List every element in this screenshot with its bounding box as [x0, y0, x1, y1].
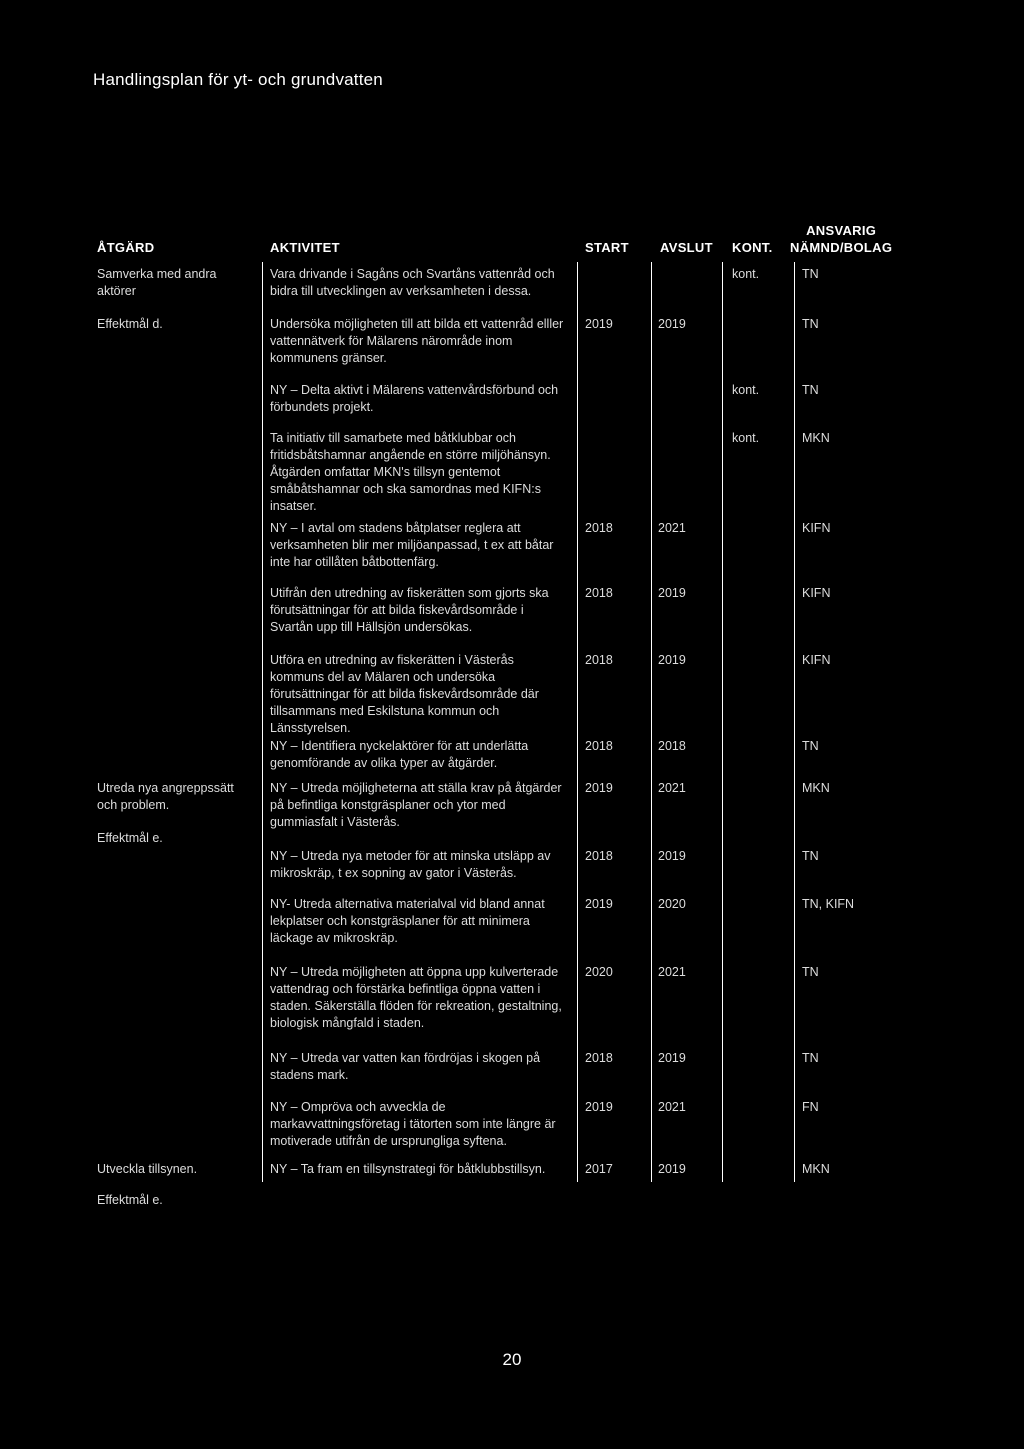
aktivitet-9: NY – Utreda möjligheterna att ställa krav på åtgärder på befintliga konstgräsplaner och ytor med gummiasfalt i Västerås.	[270, 781, 562, 829]
aktivitet-13: NY – Utreda var vatten kan fördröjas i skogen på stadens mark.	[270, 1051, 541, 1082]
start-11: 2019	[585, 897, 613, 911]
ansvar-11: TN, KIFN	[802, 897, 855, 911]
avslut-15: 2019	[658, 1162, 686, 1176]
aktivitet-5: NY – I avtal om stadens båtplatser reglera att verksamheten blir mer miljöanpassad, t ex att båtar inte har otillåten båtbottenfärg.	[270, 521, 554, 569]
aktivitet-7: Utföra en utredning av fiskerätten i Västerås kommuns del av Mälaren och undersöka förutsättningar för att bilda fiskevårdsområde där tillsammans med Eskilstuna kommun och Länsstyrelsen.	[270, 653, 539, 735]
start-2: 2019	[585, 317, 613, 331]
ansvar-9: MKN	[802, 781, 830, 795]
column-divider-3	[651, 262, 652, 1182]
aktivitet-14: NY – Ompröva och avveckla de markavvattningsföretag i tätorten som inte längre är motiverade utifrån de ursprungliga syftena.	[270, 1100, 556, 1148]
kont-4: kont.	[732, 431, 760, 445]
ansvar-6: KIFN	[802, 586, 831, 600]
kont-1: kont.	[732, 267, 760, 281]
header-atgard: ÅTGÄRD	[97, 240, 155, 255]
column-divider-2	[577, 262, 578, 1182]
header-avslut: AVSLUT	[660, 240, 713, 255]
start-15: 2017	[585, 1162, 613, 1176]
aktivitet-8: NY – Identifiera nyckelaktörer för att underlätta genomförande av olika typer av åtgärder.	[270, 739, 529, 770]
ansvar-5: KIFN	[802, 521, 831, 535]
ansvar-1: TN	[802, 267, 819, 281]
header-aktivitet: AKTIVITET	[270, 240, 340, 255]
header-ansvar	[790, 222, 892, 256]
ansvar-15: MKN	[802, 1162, 830, 1176]
atgard-3: Utveckla tillsynen.	[97, 1162, 198, 1176]
atgard-2: Utreda nya angreppssätt och problem.	[97, 781, 234, 812]
kont-3: kont.	[732, 383, 760, 397]
ansvar-4: MKN	[802, 431, 830, 445]
atgard-1-effektmal: Effektmål d.	[97, 317, 163, 331]
atgard-3-effektmal: Effektmål e.	[97, 1193, 163, 1207]
ansvar-3: TN	[802, 383, 819, 397]
start-6: 2018	[585, 586, 613, 600]
avslut-14: 2021	[658, 1100, 686, 1114]
header-ansvar-line1: ANSVARIG	[806, 223, 877, 238]
start-14: 2019	[585, 1100, 613, 1114]
header-kont: KONT.	[732, 240, 773, 255]
ansvar-14: FN	[802, 1100, 819, 1114]
ansvar-12: TN	[802, 965, 819, 979]
avslut-7: 2019	[658, 653, 686, 667]
aktivitet-2: Undersöka möjligheten till att bilda ett vattenråd elller vattennätverk för Mälarens närområde inom kommunens gränser.	[270, 317, 564, 365]
avslut-10: 2019	[658, 849, 686, 863]
avslut-11: 2020	[658, 897, 686, 911]
avslut-6: 2019	[658, 586, 686, 600]
ansvar-10: TN	[802, 849, 819, 863]
start-5: 2018	[585, 521, 613, 535]
avslut-8: 2018	[658, 739, 686, 753]
atgard-2-effektmal: Effektmål e.	[97, 831, 163, 845]
header-start: START	[585, 240, 629, 255]
start-13: 2018	[585, 1051, 613, 1065]
page-number: 20	[502, 1350, 522, 1369]
aktivitet-11: NY- Utreda alternativa materialval vid bland annat lekplatser och konstgräsplaner för att minimera läckage av mikroskräp.	[270, 897, 545, 945]
header-ansvar-line2: NÄMND/BOLAG	[790, 240, 893, 255]
start-12: 2020	[585, 965, 613, 979]
start-7: 2018	[585, 653, 613, 667]
avslut-13: 2019	[658, 1051, 686, 1065]
aktivitet-10: NY – Utreda nya metoder för att minska utsläpp av mikroskräp, t ex sopning av gator i Västerås.	[270, 849, 551, 880]
column-divider-1	[262, 262, 263, 1182]
column-divider-5	[794, 262, 795, 1182]
avslut-9: 2021	[658, 781, 686, 795]
ansvar-13: TN	[802, 1051, 819, 1065]
aktivitet-12: NY – Utreda möjligheten att öppna upp kulverterade vattendrag och förstärka befintliga öppna vatten i staden. Säkerställa flöden för rekreation, gestaltning, biologisk mångfald i staden.	[270, 965, 562, 1030]
atgard-1: Samverka med andra aktörer	[97, 267, 217, 298]
aktivitet-3: NY – Delta aktivt i Mälarens vattenvårdsförbund och förbundets projekt.	[270, 383, 559, 414]
avslut-2: 2019	[658, 317, 686, 331]
aktivitet-1: Vara drivande i Sagåns och Svartåns vattenråd och bidra till utvecklingen av verksamheten i dessa.	[270, 267, 555, 298]
aktivitet-4: Ta initiativ till samarbete med båtklubbar och fritidsbåtshamnar angående en större miljöhänsyn. Åtgärden omfattar MKN's tillsyn gentemot småbåtshamnar och ska samordnas med KIFN:s insatser.	[270, 431, 551, 513]
avslut-5: 2021	[658, 521, 686, 535]
ansvar-2: TN	[802, 317, 819, 331]
column-divider-4	[722, 262, 723, 1182]
start-10: 2018	[585, 849, 613, 863]
page-title: Handlingsplan för yt- och grundvatten	[93, 70, 383, 89]
avslut-12: 2021	[658, 965, 686, 979]
aktivitet-15: NY – Ta fram en tillsynstrategi för båtklubbstillsyn.	[270, 1162, 546, 1176]
aktivitet-6: Utifrån den utredning av fiskerätten som gjorts ska förutsättningar för att bilda fiskevårdsområde i Svartån upp till Hällsjön undersökas.	[270, 586, 549, 634]
ansvar-7: KIFN	[802, 653, 831, 667]
ansvar-8: TN	[802, 739, 819, 753]
start-8: 2018	[585, 739, 613, 753]
start-9: 2019	[585, 781, 613, 795]
